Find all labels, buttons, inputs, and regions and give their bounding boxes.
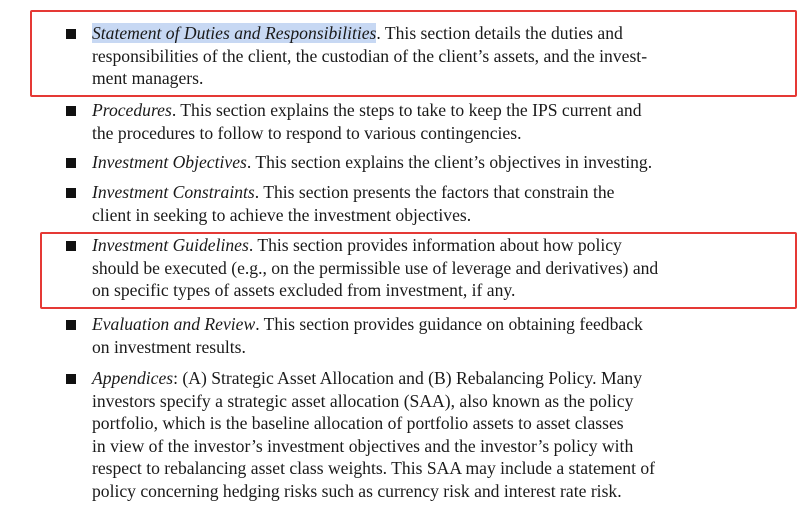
item-text: [92, 367, 655, 503]
item-term: Investment Guidelines: [92, 235, 249, 255]
item-line: should be executed (e.g., on the permissible use of leverage and derivatives) and: [92, 257, 659, 278]
item-first-line: . This section explains the steps to take to keep the IPS current and: [171, 100, 642, 120]
bullet-icon: [66, 158, 76, 168]
bullet-icon: [66, 320, 76, 330]
item-line: on specific types of assets excluded from investment, if any.: [92, 280, 516, 301]
item-term: Evaluation and Review: [92, 314, 256, 334]
item-line: policy concerning hedging risks such as currency risk and interest rate risk.: [92, 480, 622, 501]
item-term: Investment Constraints: [92, 182, 255, 202]
item-line: in view of the investor’s investment objectives and the investor’s policy with: [92, 435, 634, 456]
item-line: client in seeking to achieve the investment objectives.: [92, 204, 472, 225]
item-text: [92, 151, 652, 174]
item-term: Investment Objectives: [92, 152, 247, 172]
item-text: [92, 22, 647, 90]
item-first-line: . This section details the duties and: [376, 23, 623, 43]
bullet-icon: [66, 374, 76, 384]
bullet-icon: [66, 29, 76, 39]
item-first-line: . This section explains the client’s objectives in investing.: [246, 152, 653, 172]
item-first-line: : (A) Strategic Asset Allocation and (B) Rebalancing Policy. Many: [173, 368, 643, 388]
item-line: on investment results.: [92, 336, 246, 357]
item-text: [92, 181, 615, 226]
item-first-line: . This section provides guidance on obtaining feedback: [255, 314, 643, 334]
item-line: respect to rebalancing asset class weights. This SAA may include a statement of: [92, 458, 656, 479]
item-term: Appendices: [92, 368, 174, 388]
item-line: portfolio, which is the baseline allocation of portfolio assets to asset classes: [92, 413, 624, 434]
item-line: responsibilities of the client, the custodian of the client’s assets, and the invest-: [92, 45, 648, 66]
item-text: [92, 313, 643, 358]
item-first-line: . This section presents the factors that constrain the: [254, 182, 615, 202]
item-first-line: . This section provides information about how policy: [248, 235, 622, 255]
bullet-icon: [66, 241, 76, 251]
item-term: Procedures: [92, 100, 172, 120]
item-text: [92, 234, 658, 302]
item-line: ment managers.: [92, 68, 204, 89]
item-text: [92, 99, 642, 144]
item-line: the procedures to follow to respond to various contingencies.: [92, 122, 522, 143]
item-line: investors specify a strategic asset allocation (SAA), also known as the policy: [92, 390, 634, 411]
bullet-icon: [66, 188, 76, 198]
item-term: Statement of Duties and Responsibilities: [92, 23, 377, 43]
bullet-icon: [66, 106, 76, 116]
